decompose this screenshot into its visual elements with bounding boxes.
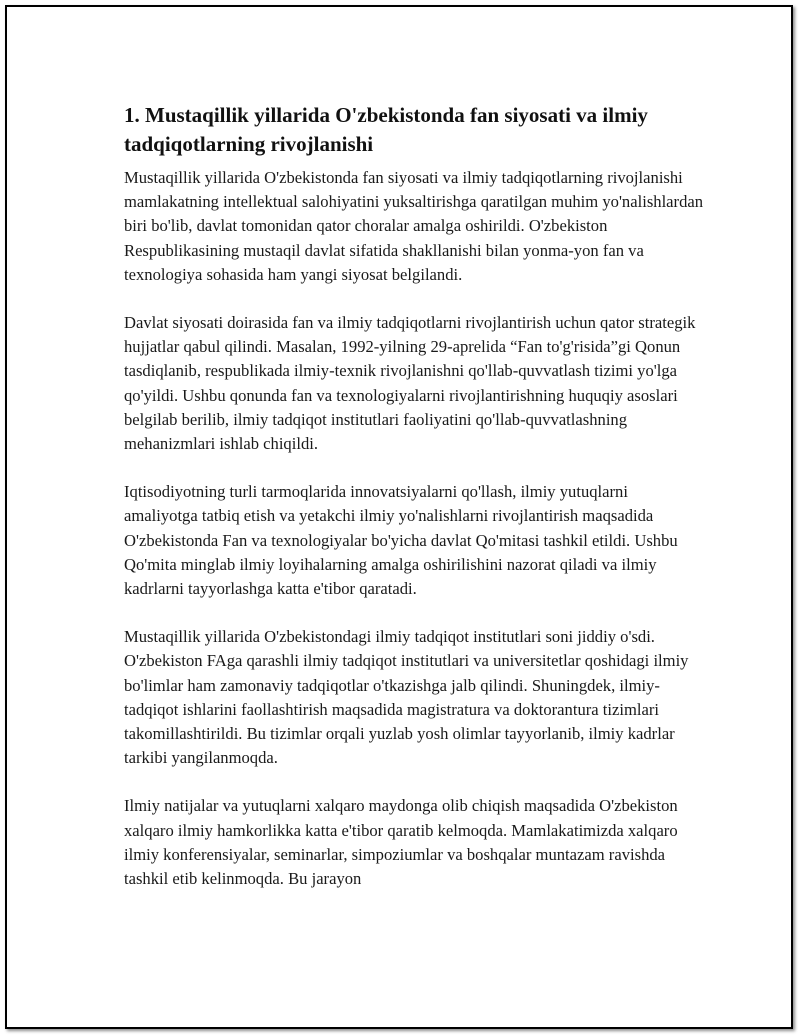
paragraph-2: Davlat siyosati doirasida fan va ilmiy tadqiqotlarni rivojlantirish uchun qator strategik hujjatlar qabul qilindi. Masalan, 1992-yilning 29-aprelida “Fan to'g'risida”gi Qonun tasdiqlanib, respublikada ilmiy-texnik rivojlanishni qo'llab-quvvatlash tizimi yo'lga qo'yildi. Ushbu qonunda fan va texnologiyalarni rivojlantirishning huquqiy asoslari belgilab berilib, ilmiy tadqiqot institutlari faoliyatini qo'llab-quvvatlashning mehanizmlari ishlab chiqildi. xyxy=(124,313,696,454)
paragraph-4: Mustaqillik yillarida O'zbekistondagi ilmiy tadqiqot institutlari soni jiddiy o'sdi. O'zbekiston FAga qarashli ilmiy tadqiqot institutlari va universitetlar qoshidagi ilmiy bo'limlar ham zamonaviy tadqiqotlar o'tkazishga jalb qilindi. Shuningdek, ilmiy-tadqiqot ishlarini faollashtirish maqsadida magistratura va doktorantura tizimlari takomillashtirildi. Bu tizimlar orqali yuzlab yosh olimlar tayyorlanib, ilmiy kadrlar tarkibi yangilanmoqda. xyxy=(124,627,689,768)
document-body xyxy=(124,101,704,915)
paragraph-3: Iqtisodiyotning turli tarmoqlarida innovatsiyalarni qo'llash, ilmiy yutuqlarni amaliyotga tatbiq etish va yetakchi ilmiy yo'nalishlarni rivojlantirish maqsadida O'zbekistonda Fan va texnologiyalar bo'yicha davlat Qo'mitasi tashkil etildi. Ushbu Qo'mita minglab ilmiy loyihalarning amalga oshirilishini nazorat qiladi va ilmiy kadrlarni tayyorlashga katta e'tibor qaratadi. xyxy=(124,482,678,599)
paragraph-5: Ilmiy natijalar va yutuqlarni xalqaro maydonga olib chiqish maqsadida O'zbekiston xalqaro ilmiy hamkorlikka katta e'tibor qaratib kelmoqda. Mamlakatimizda xalqaro ilmiy konferensiyalar, seminarlar, simpoziumlar va boshqalar muntazam ravishda tashkil etib kelinmoqda. Bu jarayon xyxy=(124,796,678,889)
page-frame xyxy=(5,5,793,1029)
paragraph-1: Mustaqillik yillarida O'zbekistonda fan siyosati va ilmiy tadqiqotlarning rivojlanishi mamlakatning intellektual salohiyatini yuksaltirishga qaratilgan muhim yo'nalishlardan biri bo'lib, davlat tomonidan qator choralar amalga oshirildi. O'zbekiston Respublikasining mustaqil davlat sifatida shakllanishi bilan yonma-yon fan va texnologiya sohasida ham yangi siyosat belgilandi. xyxy=(124,168,704,284)
section-heading: 1. Mustaqillik yillarida O'zbekistonda fan siyosati va ilmiy tadqiqotlarning rivojlanishi xyxy=(124,103,648,156)
